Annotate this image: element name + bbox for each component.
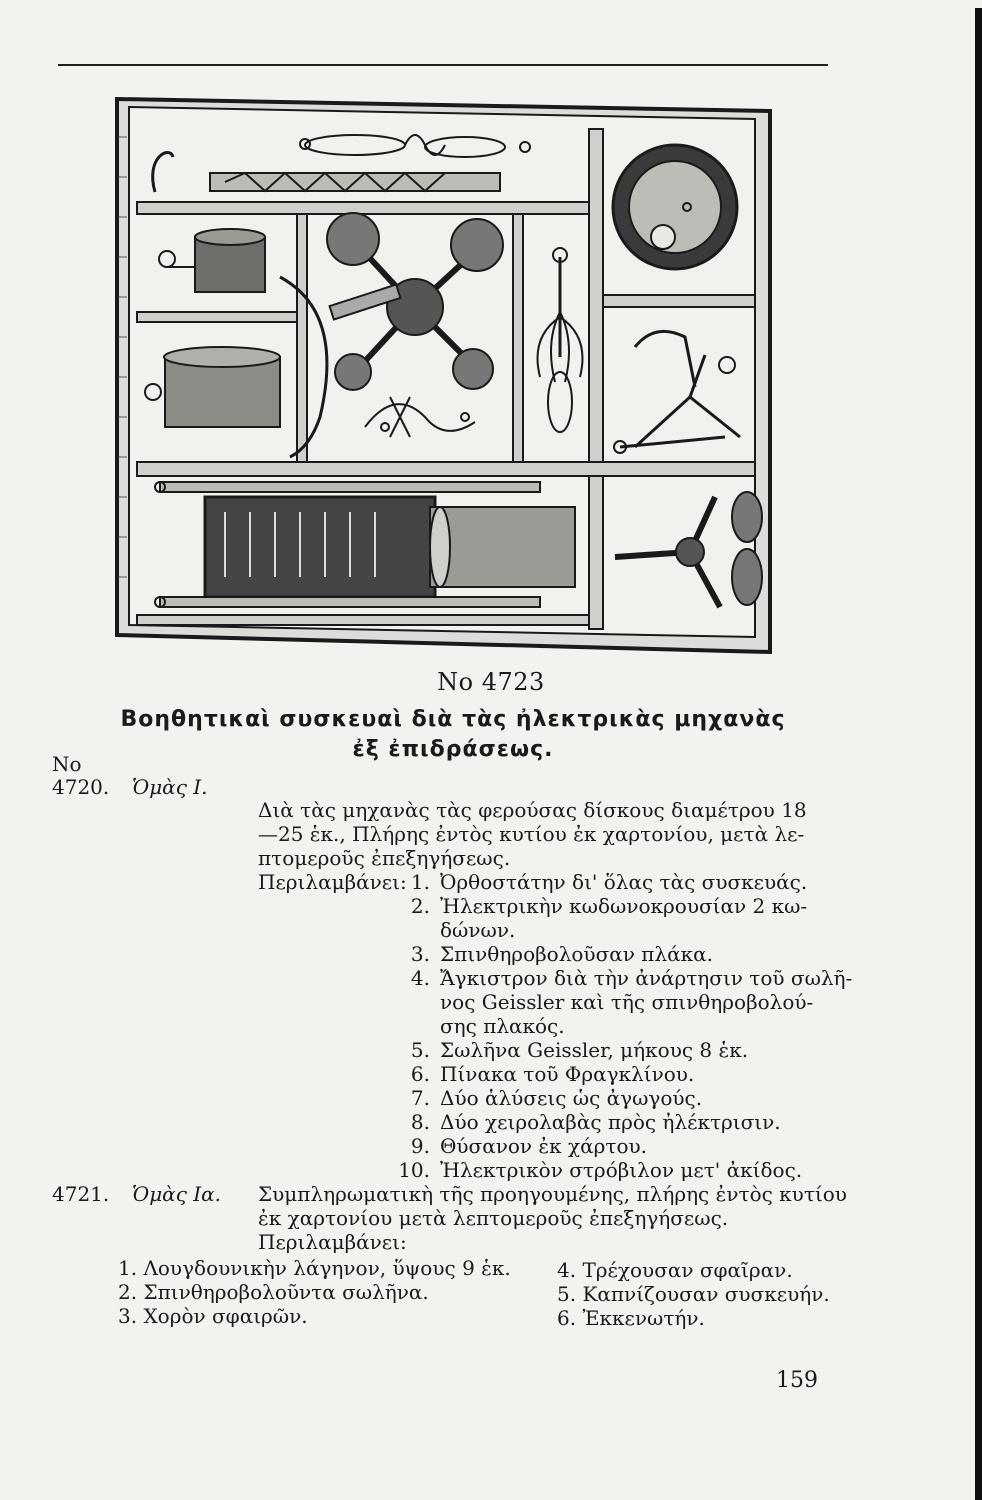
entry-text: Δύο χειρολαβὰς πρὸς ἠλέκτρισιν. [440, 1110, 781, 1134]
item-4721-right-entry: 6. Ἐκκενωτήν. [557, 1306, 705, 1330]
item-4720-desc-line: —25 ἑκ., Πλήρης ἐντὸς κυτίου ἐκ χαρτονίου, μετὰ λε- [258, 822, 805, 846]
column-no-label: No [52, 752, 82, 776]
entry-number: 5. [410, 1038, 430, 1062]
item-4721-includes-label: Περιλαμβάνει: [258, 1230, 407, 1254]
apparatus-box-illustration [115, 97, 775, 657]
entry-text: Ἠλεκτρικὸν στρόβιλον μετ' ἀκίδος. [440, 1158, 803, 1182]
entry-text: δώνων. [440, 918, 516, 942]
entry-text: Σπινθηροβολοῦσαν πλάκα. [440, 942, 713, 966]
item-4721-left-entry: 3. Χορὸν σφαιρῶν. [118, 1304, 308, 1328]
item-4721-desc-line: Συμπληρωματικὴ τῆς προηγουμένης, πλήρης ἐντὸς κυτίου [258, 1182, 847, 1206]
item-4720-includes-label: Περιλαμβάνει: [258, 870, 407, 894]
entry-text: νος Geissler καὶ τῆς σπινθηροβολού- [440, 990, 814, 1014]
item-4721-number: 4721. [52, 1182, 110, 1206]
entry-text: Θύσανον ἐκ χάρτου. [440, 1134, 648, 1158]
scan-edge-bar [975, 0, 982, 1500]
entry-text: Πίνακα τοῦ Φραγκλίνου. [440, 1062, 695, 1086]
heading-line-2: ἐξ ἐπιδράσεως. [352, 737, 554, 762]
entry-text: Ἄγκιστρον διὰ τὴν ἀνάρτησιν τοῦ σωλῆ- [440, 966, 853, 990]
item-4721-desc-line: ἐκ χαρτονίου μετὰ λεπτομεροῦς ἐπεξηγήσεως. [258, 1206, 729, 1230]
item-4721-left-entry: 2. Σπινθηροβολοῦντα σωλῆνα. [118, 1280, 429, 1304]
entry-number: 1. [410, 870, 430, 894]
entry-number: 6. [410, 1062, 430, 1086]
entry-text: Ἠλεκτρικὴν κωδωνοκρουσίαν 2 κω- [440, 894, 808, 918]
entry-text: Δύο ἁλύσεις ὡς ἀγωγούς. [440, 1086, 703, 1110]
item-4721-right-entry: 5. Καπνίζουσαν συσκευήν. [557, 1282, 830, 1306]
page-number: 159 [776, 1368, 818, 1393]
entry-number: 4. [410, 966, 430, 990]
top-rule [58, 64, 828, 66]
item-4720-desc-line: πτομεροῦς ἐπεξηγήσεως. [258, 846, 511, 870]
entry-number: 9. [410, 1134, 430, 1158]
item-4721-group: Ὁμὰς Ια. [132, 1182, 222, 1206]
entry-number: 7. [410, 1086, 430, 1110]
entry-text: Σωλῆνα Geissler, μήκους 8 ἑκ. [440, 1038, 749, 1062]
entry-text: Ὀρθοστάτην δι' ὅλας τὰς συσκευάς. [440, 870, 808, 894]
entry-number: 2. [410, 894, 430, 918]
entry-text: σης πλακός. [440, 1014, 565, 1038]
entry-number: 3. [410, 942, 430, 966]
heading-line-1: Βοηθητικαὶ συσκευαὶ διὰ τὰς ἠλεκτρικὰς μηχανὰς [120, 707, 786, 732]
item-4720-group: Ὁμὰς Ι. [132, 775, 208, 799]
scan-edge-notch [975, 0, 982, 8]
item-4721-right-entry: 4. Τρέχουσαν σφαῖραν. [557, 1258, 793, 1282]
item-4721-left-entry: 1. Λουγδουνικὴν λάγηνον, ὕψους 9 ἑκ. [118, 1256, 511, 1280]
entry-number: 10. [398, 1158, 430, 1182]
item-4720-desc-line: Διὰ τὰς μηχανὰς τὰς φερούσας δίσκους διαμέτρου 18 [258, 798, 807, 822]
section-heading [118, 705, 788, 765]
entry-number: 8. [410, 1110, 430, 1134]
item-4720-number: 4720. [52, 775, 110, 799]
figure-caption: No 4723 [437, 668, 545, 696]
